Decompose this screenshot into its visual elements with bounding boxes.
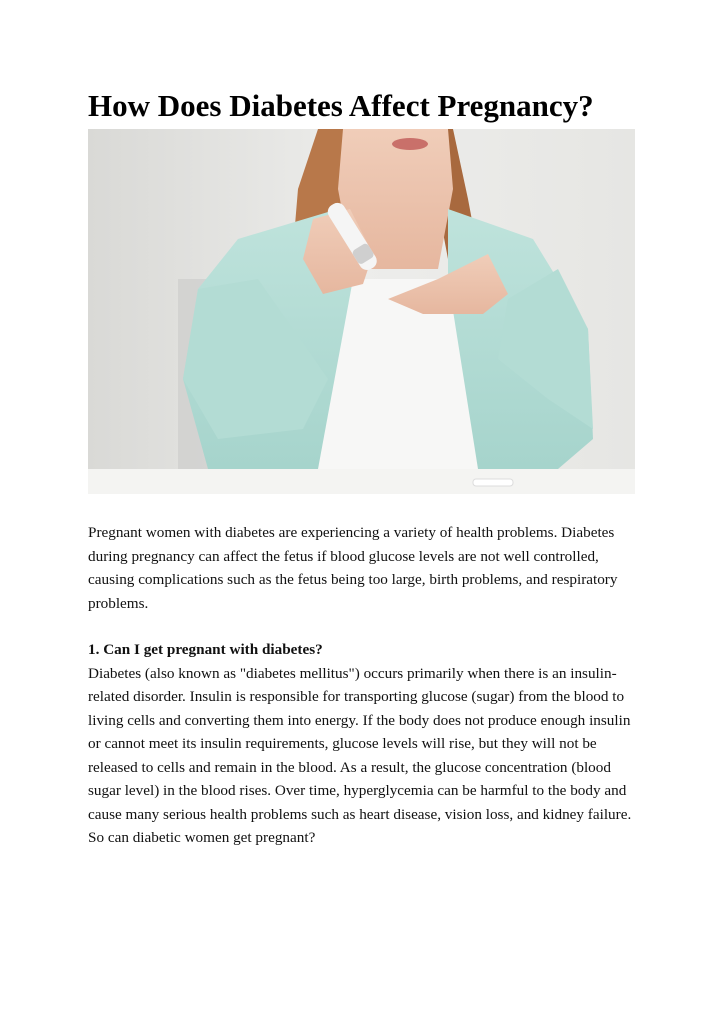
article [88,86,636,850]
article-title: How Does Diabetes Affect Pregnancy? [88,88,594,123]
section-body: Diabetes (also known as "diabetes mellitus") occurs primarily when there is an insulin-related disorder. Insulin is responsible for transporting glucose (sugar) from the blood to living cells and converting them into energy. If the body does not produce enough insulin or cannot meet its insulin requirements, glucose levels will rise, but they will not be released to cells and remain in the blood. As a result, the glucose concentration (blood sugar level) in the blood rises. Over time, hyperglycemia can be harmful to the body and cause many serious health problems such as heart disease, vision loss, and kidney failure. So can diabetic women get pregnant? [88,664,632,846]
section-heading: 1. Can I get pregnant with diabetes? [88,641,323,658]
article-photo [88,129,635,494]
intro-paragraph: Pregnant women with diabetes are experiencing a variety of health problems. Diabetes during pregnancy can affect the fetus if blood glucose levels are not well controlled, causing complications such as the fetus being too large, birth problems, and respiratory problems. [88,524,618,612]
